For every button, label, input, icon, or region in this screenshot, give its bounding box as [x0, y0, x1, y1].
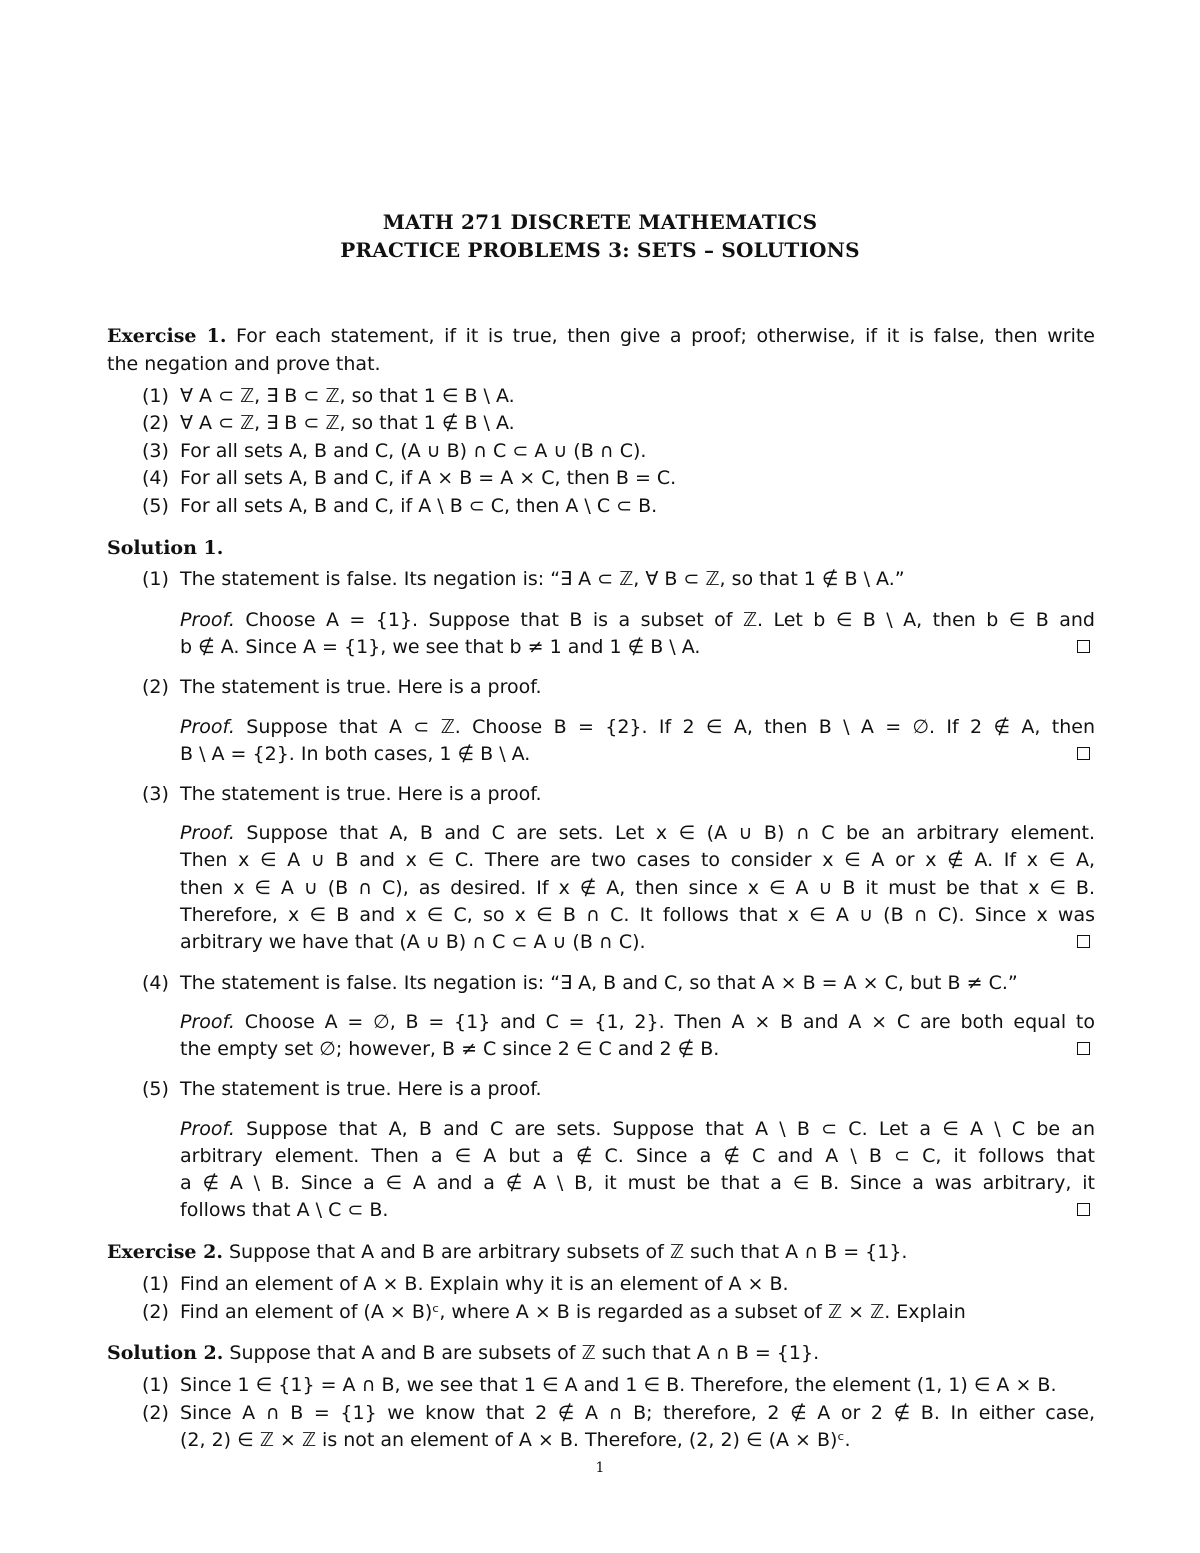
- solution1-statement: The statement is false. Its negation is: “∃ A ⊂ ℤ, ∀ B ⊂ ℤ, so that 1 ∉ B \ A.”: [180, 568, 905, 590]
- solution1-statement: The statement is true. Here is a proof.: [180, 783, 542, 805]
- exercise1-item-num: (1): [142, 385, 169, 407]
- exercise1-item: ∀ A ⊂ ℤ, ∃ B ⊂ ℤ, so that 1 ∉ B \ A.: [180, 412, 515, 434]
- solution1-statement: The statement is true. Here is a proof.: [180, 1078, 542, 1100]
- proof-line: Then x ∈ A ∪ B and x ∈ C. There are two cases to consider x ∈ A or x ∉ A. If x ∈ A,: [180, 849, 1095, 871]
- exercise1-item-num: (3): [142, 440, 169, 462]
- solution2-item: Since 1 ∈ {1} = A ∩ B, we see that 1 ∈ A and 1 ∈ B. Therefore, the element (1, 1) ∈ A × B.: [180, 1374, 1057, 1396]
- proof-line: follows that A \ C ⊂ B.: [180, 1199, 389, 1221]
- solution2-item-num: (2): [142, 1402, 169, 1424]
- proof-line: arbitrary element. Then a ∈ A but a ∉ C. Since a ∉ C and A \ B ⊂ C, it follows that: [180, 1145, 1095, 1167]
- solution1-part-num: (5): [142, 1078, 169, 1100]
- proof-line: Proof. Suppose that A, B and C are sets. Let x ∈ (A ∪ B) ∩ C be an arbitrary element.: [180, 822, 1095, 844]
- proof-label: Proof.: [180, 609, 235, 631]
- exercise2-item: Find an element of (A × B)ᶜ, where A × B is regarded as a subset of ℤ × ℤ. Explain: [180, 1301, 966, 1323]
- course-title: MATH 271 DISCRETE MATHEMATICS: [382, 210, 818, 234]
- exercise1-label: Exercise 1.: [107, 325, 227, 347]
- solution1-part-num: (3): [142, 783, 169, 805]
- solution2-item-continuation: (2, 2) ∈ ℤ × ℤ is not an element of A × B. Therefore, (2, 2) ∈ (A × B)ᶜ.: [180, 1429, 851, 1451]
- proof-label: Proof.: [180, 1011, 235, 1033]
- exercise1-item: For all sets A, B and C, if A \ B ⊂ C, then A \ C ⊂ B.: [180, 495, 658, 517]
- exercise1-intro-line1: Exercise 1. For each statement, if it is true, then give a proof; otherwise, if it is false, then write: [107, 325, 1096, 347]
- qed-box: [1077, 1203, 1090, 1216]
- proof-line: the empty set ∅; however, B ≠ C since 2 ∈ C and 2 ∉ B.: [180, 1038, 720, 1060]
- exercise2-item-num: (1): [142, 1273, 169, 1295]
- proof-label: Proof.: [180, 1118, 235, 1140]
- solution2-item: Since A ∩ B = {1} we know that 2 ∉ A ∩ B; therefore, 2 ∉ A or 2 ∉ B. In either case,: [180, 1402, 1095, 1424]
- solution1-statement: The statement is true. Here is a proof.: [180, 676, 542, 698]
- qed-box: [1077, 747, 1090, 760]
- proof-line: B \ A = {2}. In both cases, 1 ∉ B \ A.: [180, 743, 531, 765]
- proof-label: Proof.: [180, 716, 235, 738]
- solution1-part-num: (2): [142, 676, 169, 698]
- proof-line: arbitrary we have that (A ∪ B) ∩ C ⊂ A ∪ (B ∩ C).: [180, 931, 646, 953]
- exercise2-item: Find an element of A × B. Explain why it is an element of A × B.: [180, 1273, 789, 1295]
- solution1-part-num: (1): [142, 568, 169, 590]
- exercise2-intro: Exercise 2. Suppose that A and B are arbitrary subsets of ℤ such that A ∩ B = {1}.: [107, 1241, 908, 1263]
- qed-box: [1077, 640, 1090, 653]
- exercise1-item: ∀ A ⊂ ℤ, ∃ B ⊂ ℤ, so that 1 ∈ B \ A.: [180, 385, 515, 407]
- exercise2-label: Exercise 2.: [107, 1241, 223, 1263]
- proof-line: Proof. Choose A = ∅, B = {1} and C = {1, 2}. Then A × B and A × C are both equal to: [180, 1011, 1095, 1033]
- solution2-label: Solution 2.: [107, 1342, 224, 1364]
- proof-line: Proof. Choose A = {1}. Suppose that B is a subset of ℤ. Let b ∈ B \ A, then b ∈ B and: [180, 609, 1095, 631]
- exercise2-item-num: (2): [142, 1301, 169, 1323]
- qed-box: [1077, 935, 1090, 948]
- page-number: 1: [595, 1460, 605, 1476]
- exercise1-item-num: (5): [142, 495, 169, 517]
- proof-line: then x ∈ A ∪ (B ∩ C), as desired. If x ∉ A, then since x ∈ A ∪ B it must be that x ∈ B.: [180, 877, 1095, 899]
- proof-line: Therefore, x ∈ B and x ∈ C, so x ∈ B ∩ C. It follows that x ∈ A ∪ (B ∩ C). Since x was: [180, 904, 1095, 926]
- solution2-intro: Solution 2. Suppose that A and B are subsets of ℤ such that A ∩ B = {1}.: [107, 1342, 820, 1364]
- proof-line: Proof. Suppose that A, B and C are sets. Suppose that A \ B ⊂ C. Let a ∈ A \ C be an: [180, 1118, 1095, 1140]
- solution1-part-num: (4): [142, 972, 169, 994]
- exercise1-item: For all sets A, B and C, if A × B = A × C, then B = C.: [180, 467, 677, 489]
- exercise1-item-num: (4): [142, 467, 169, 489]
- proof-label: Proof.: [180, 822, 235, 844]
- exercise1-intro-line2: the negation and prove that.: [107, 353, 381, 375]
- qed-box: [1077, 1042, 1090, 1055]
- exercise1-item: For all sets A, B and C, (A ∪ B) ∩ C ⊂ A ∪ (B ∩ C).: [180, 440, 647, 462]
- proof-line: a ∉ A \ B. Since a ∈ A and a ∉ A \ B, it must be that a ∈ B. Since a was arbitrary, it: [180, 1172, 1095, 1194]
- proof-line: b ∉ A. Since A = {1}, we see that b ≠ 1 and 1 ∉ B \ A.: [180, 636, 701, 658]
- proof-line: Proof. Suppose that A ⊂ ℤ. Choose B = {2}. If 2 ∈ A, then B \ A = ∅. If 2 ∉ A, then: [180, 716, 1095, 738]
- document-subtitle: PRACTICE PROBLEMS 3: SETS – SOLUTIONS: [340, 238, 860, 262]
- exercise1-item-num: (2): [142, 412, 169, 434]
- solution1-label: Solution 1.: [107, 537, 224, 559]
- solution2-item-num: (1): [142, 1374, 169, 1396]
- solution1-statement: The statement is false. Its negation is: “∃ A, B and C, so that A × B = A × C, but B ≠ C.”: [180, 972, 1018, 994]
